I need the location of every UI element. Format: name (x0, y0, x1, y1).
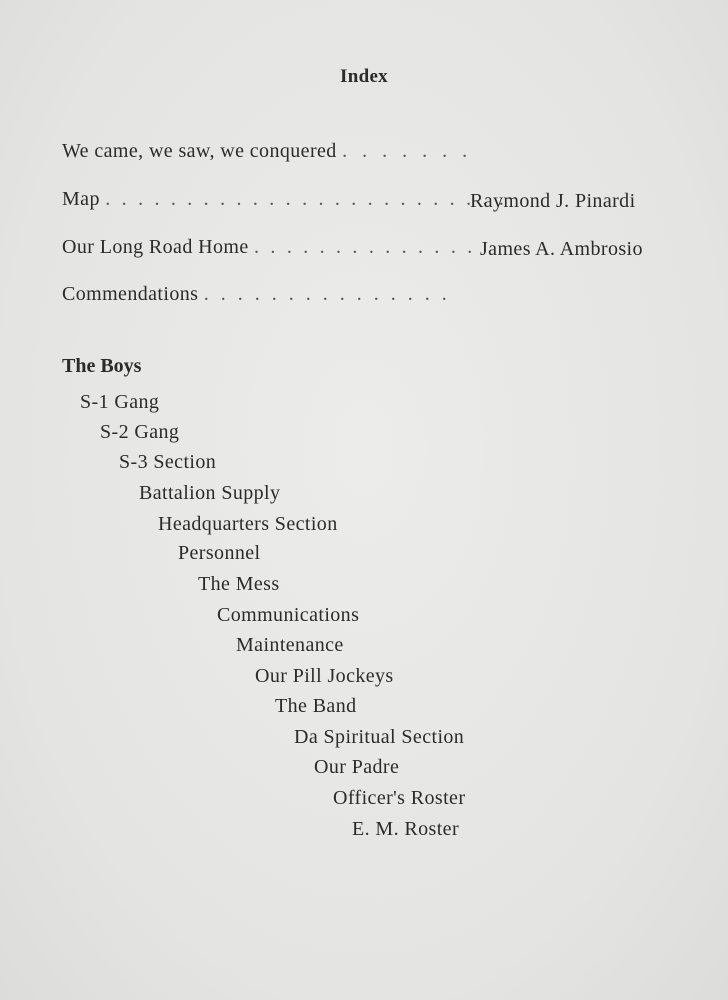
subsection-item: Personnel (178, 542, 261, 564)
subsection-item: S-1 Gang (80, 391, 160, 413)
page-title: Index (340, 66, 388, 87)
section-heading: The Boys (62, 355, 142, 377)
toc-entry-commendations (62, 283, 450, 306)
subsection-item: Maintenance (236, 634, 344, 656)
toc-leader-dots: . . . . . . . . . . . . . . . (203, 283, 451, 305)
subsection-item: Battalion Supply (139, 482, 281, 504)
toc-entry-road-home (62, 236, 475, 259)
subsection-item: Da Spiritual Section (294, 726, 465, 748)
subsection-item: Headquarters Section (158, 513, 338, 535)
toc-entry-label: We came, we saw, we conquered (62, 140, 337, 162)
subsection-item: S-3 Section (119, 451, 217, 473)
subsection-item: Our Padre (314, 756, 400, 778)
subsection-item: Communications (217, 604, 360, 626)
subsection-item: E. M. Roster (352, 818, 460, 840)
subsection-item: S-2 Gang (100, 421, 180, 443)
toc-entry-map (62, 188, 507, 211)
toc-leader-dots: . . . . . . . (342, 140, 473, 162)
toc-leader-dots: . . . . . . . . . . . . . . (254, 236, 476, 258)
toc-leader-dots: . . . . . . . . . . . . . . . . . . . . . . . . . (105, 188, 508, 210)
subsection-item: Our Pill Jockeys (255, 665, 394, 687)
subsection-item: Officer's Roster (333, 787, 466, 809)
toc-entry-author: Raymond J. Pinardi (470, 190, 636, 212)
toc-entry-author: James A. Ambrosio (480, 238, 643, 260)
toc-entry-label: Our Long Road Home (62, 236, 249, 258)
subsection-item: The Mess (198, 573, 280, 595)
subsection-item: The Band (275, 695, 357, 717)
toc-entry-label: Map (62, 188, 100, 210)
toc-entry-label: Commendations (62, 283, 199, 305)
toc-entry-conquered (62, 140, 472, 163)
